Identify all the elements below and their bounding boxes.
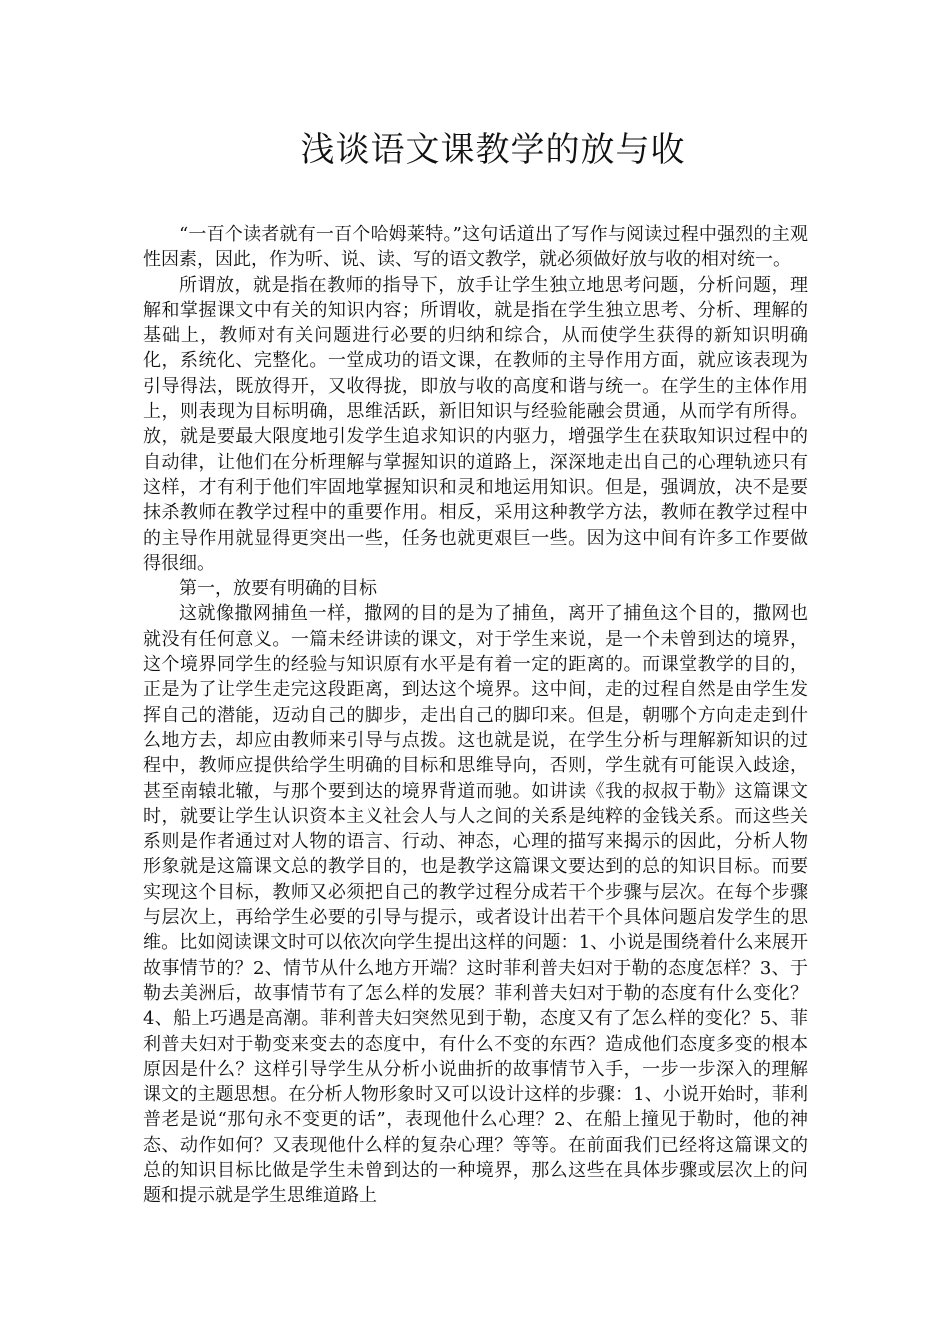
section-heading-first: 第一，放要有明确的目标 [179, 578, 377, 600]
paragraph-intro: “一百个读者就有一百个哈姆莱特。”这句话道出了写作与阅读过程中强烈的主观性因素，因此，作为听、说、读、写的语文教学，就必须做好放与收的相对统一。 [143, 224, 808, 271]
document-body [143, 222, 808, 1209]
paragraph-first-section: 这就像撒网捕鱼一样，撒网的目的是为了捕鱼，离开了捕鱼这个目的，撒网也就没有任何意义。一篇未经讲读的课文，对于学生来说，是一个未曾到达的境界，这个境界同学生的经验与知识原有水平是有着一定的距离的。而课堂教学的目的，正是为了让学生走完这段距离，到达这个境界。这中间，走的过程自然是由学生发挥自己的潜能，迈动自己的脚步，走出自己的脚印来。但是，朝哪个方向走走到什么地方去，却应由教师来引导与点拨。这也就是说，在学生分析与理解新知识的过程中，教师应提供给学生明确的目标和思维导向，否则，学生就有可能误入歧途，甚至南辕北辙，与那个要到达的境界背道而驰。如讲读《我的叔叔于勒》这篇课文时，就要让学生认识资本主义社会人与人之间的关系是纯粹的金钱关系。而这些关系则是作者通过对人物的语言、行动、神态，心理的描写来揭示的因此，分析人物形象就是这篇课文总的教学目的，也是教学这篇课文要达到的总的知识目标。而要实现这个目标，教师又必须把自己的教学过程分成若干个步骤与层次。在每个步骤与层次上，再给学生必要的引导与提示，或者设计出若干个具体问题启发学生的思维。比如阅读课文时可以依次向学生提出这样的问题：1、小说是围绕着什么来展开故事情节的？2、情节从什么地方开端？这时菲利普夫妇对于勒的态度怎样？3、于勒去美洲后，故事情节有了怎么样的发展？菲利普夫妇对于勒的态度有什么变化？4、船上巧遇是高潮。菲利普夫妇突然见到于勒，态度又有了怎么样的变化？5、菲利普夫妇对于勒变来变去的态度中，有什么不变的东西？造成他们态度多变的根本原因是什么？这样引导学生从分析小说曲折的故事情节入手，一步一步深入的理解课文的主题思想。在分析人物形象时又可以设计这样的步骤：1、小说开始时，菲利普老是说“那句永不变更的话”，表现他什么心理？2、在船上撞见于勒时，他的神态、动作如何？又表现他什么样的复杂心理？等等。在前面我们已经将这篇课文的总的知识目标比做是学生未曾到达的一种境界，那么这些在具体步骤或层次上的问题和提示就是学生思维道路上 [143, 603, 808, 1207]
document-title: 浅谈语文课教学的放与收 [300, 130, 686, 170]
paragraph-definition: 所谓放，就是指在教师的指导下，放手让学生独立地思考问题，分析问题，理解和掌握课文中有关的知识内容；所谓收，就是指在学生独立思考、分析、理解的基础上，教师对有关问题进行必要的归纳和综合，从而使学生获得的新知识明确化，系统化、完整化。一堂成功的语文课，在教师的主导作用方面，就应该表现为引导得法，既放得开，又收得拢，即放与收的高度和谐与统一。在学生的主体作用上，则表现为目标明确，思维活跃，新旧知识与经验能融会贯通，从而学有所得。放，就是要最大限度地引发学生追求知识的内驱力，增强学生在获取知识过程中的自动律，让他们在分析理解与掌握知识的道路上，深深地走出自己的心理轨迹只有这样，才有利于他们牢固地掌握知识和灵和地运用知识。但是，强调放，决不是要抹杀教师在教学过程中的重要作用。相反，采用这种教学方法，教师在教学过程中的主导作用就显得更突出一些，任务也就更艰巨一些。因为这中间有许多工作要做得很细。 [143, 274, 808, 574]
